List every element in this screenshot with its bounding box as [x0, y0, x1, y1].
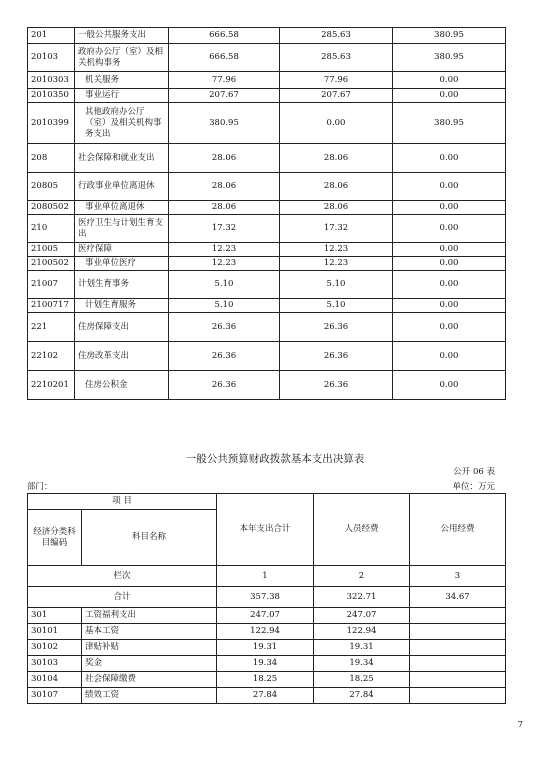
- table-row: [28, 215, 506, 243]
- personnel-cell: 26.36: [280, 371, 393, 400]
- name-cell: 津贴补贴: [82, 640, 217, 656]
- personnel-cell: 247.07: [314, 608, 410, 624]
- public-cell: 0.00: [393, 342, 506, 371]
- total-cell: 17.32: [169, 215, 280, 243]
- code-cell: 30103: [28, 656, 82, 672]
- table-row: [28, 103, 506, 144]
- code-cell: 201: [28, 28, 75, 44]
- total-cell: 28.06: [169, 144, 280, 173]
- total-label: 合计: [28, 587, 217, 608]
- total-total: 357.38: [217, 587, 314, 608]
- page-number: 7: [517, 720, 523, 730]
- code-cell: 2010399: [28, 103, 75, 144]
- table-row: [28, 313, 506, 342]
- total-cell: 247.07: [217, 608, 314, 624]
- basic-expenditure-table: [27, 493, 506, 704]
- total-cell: 5.10: [169, 271, 280, 299]
- table-row: [28, 342, 506, 371]
- personnel-cell: 77.96: [280, 72, 393, 89]
- name-cell: 奖金: [82, 656, 217, 672]
- name-cell: 计划生育服务: [75, 299, 169, 313]
- header-name: 科目名称: [82, 510, 217, 566]
- total-cell: 26.36: [169, 313, 280, 342]
- code-cell: 30104: [28, 672, 82, 688]
- header-personnel: 人员经费: [314, 494, 410, 566]
- table-row: [28, 89, 506, 103]
- code-cell: 21005: [28, 243, 75, 257]
- table-row: [28, 173, 506, 201]
- code-cell: 2210201: [28, 371, 75, 400]
- table-row: [28, 371, 506, 400]
- code-cell: 208: [28, 144, 75, 173]
- name-cell: 社会保障和就业支出: [75, 144, 169, 173]
- public-cell: [410, 640, 506, 656]
- code-cell: 30102: [28, 640, 82, 656]
- name-cell: 事业运行: [75, 89, 169, 103]
- total-cell: 26.36: [169, 342, 280, 371]
- public-cell: 0.00: [393, 201, 506, 215]
- total-cell: 28.06: [169, 173, 280, 201]
- personnel-cell: 5.10: [280, 299, 393, 313]
- total-cell: 19.31: [217, 640, 314, 656]
- name-cell: 行政事业单位离退休: [75, 173, 169, 201]
- header-code: 经济分类科目编码: [28, 510, 82, 566]
- code-cell: 2100502: [28, 257, 75, 271]
- form-number: 公开 06 表: [453, 467, 495, 477]
- personnel-cell: 12.23: [280, 243, 393, 257]
- public-cell: 380.95: [393, 103, 506, 144]
- table-row: [28, 201, 506, 215]
- header-total: 本年支出合计: [217, 494, 314, 566]
- personnel-cell: 28.06: [280, 201, 393, 215]
- table-row: [28, 640, 506, 656]
- public-cell: 0.00: [393, 299, 506, 313]
- personnel-cell: 27.84: [314, 688, 410, 704]
- public-cell: 0.00: [393, 215, 506, 243]
- name-cell: 医疗保障: [75, 243, 169, 257]
- index-row-label: 栏次: [28, 566, 217, 587]
- unit-label: 单位：万元: [452, 482, 495, 492]
- name-cell: 绩效工资: [82, 688, 217, 704]
- total-cell: 77.96: [169, 72, 280, 89]
- code-cell: 2010350: [28, 89, 75, 103]
- total-cell: 28.06: [169, 201, 280, 215]
- code-cell: 210: [28, 215, 75, 243]
- name-cell: 工资福利支出: [82, 608, 217, 624]
- table-row: [28, 271, 506, 299]
- code-cell: 2080502: [28, 201, 75, 215]
- public-cell: 0.00: [393, 313, 506, 342]
- table-row: [28, 299, 506, 313]
- total-public: 34.67: [410, 587, 506, 608]
- total-cell: 380.95: [169, 103, 280, 144]
- public-cell: 0.00: [393, 173, 506, 201]
- total-cell: 122.94: [217, 624, 314, 640]
- code-cell: 20103: [28, 44, 75, 72]
- index-3: 3: [410, 566, 506, 587]
- code-cell: 2100717: [28, 299, 75, 313]
- section-title: 一般公共预算财政拨款基本支出决算表: [185, 453, 365, 465]
- name-cell: 住房公积金: [75, 371, 169, 400]
- public-cell: 0.00: [393, 257, 506, 271]
- table-row: [28, 144, 506, 173]
- public-cell: 380.95: [393, 44, 506, 72]
- table-row: [28, 28, 506, 44]
- total-cell: 18.25: [217, 672, 314, 688]
- header-project-group: 项 目: [28, 494, 217, 510]
- name-cell: 一般公共服务支出: [75, 28, 169, 44]
- personnel-cell: 18.25: [314, 672, 410, 688]
- public-cell: [410, 672, 506, 688]
- table-row: [28, 608, 506, 624]
- index-2: 2: [314, 566, 410, 587]
- total-cell: 666.58: [169, 28, 280, 44]
- public-cell: 0.00: [393, 72, 506, 89]
- header-public: 公用经费: [410, 494, 506, 566]
- code-cell: 30101: [28, 624, 82, 640]
- table-row: [28, 672, 506, 688]
- personnel-cell: 26.36: [280, 313, 393, 342]
- public-cell: 0.00: [393, 271, 506, 299]
- total-cell: 12.23: [169, 243, 280, 257]
- total-cell: 26.36: [169, 371, 280, 400]
- table-row: [28, 257, 506, 271]
- code-cell: 221: [28, 313, 75, 342]
- public-cell: [410, 656, 506, 672]
- personnel-cell: 285.63: [280, 28, 393, 44]
- personnel-cell: 207.67: [280, 89, 393, 103]
- public-cell: [410, 608, 506, 624]
- table-row: [28, 44, 506, 72]
- personnel-cell: 12.23: [280, 257, 393, 271]
- total-cell: 5.10: [169, 299, 280, 313]
- public-cell: 0.00: [393, 89, 506, 103]
- personnel-cell: 19.34: [314, 656, 410, 672]
- name-cell: 计划生育事务: [75, 271, 169, 299]
- table-row: [28, 656, 506, 672]
- personnel-cell: 285.63: [280, 44, 393, 72]
- code-cell: 20805: [28, 173, 75, 201]
- code-cell: 21007: [28, 271, 75, 299]
- personnel-cell: 19.31: [314, 640, 410, 656]
- table-row: [28, 624, 506, 640]
- total-cell: 666.58: [169, 44, 280, 72]
- table-row: [28, 243, 506, 257]
- personnel-cell: 5.10: [280, 271, 393, 299]
- public-cell: 380.95: [393, 28, 506, 44]
- name-cell: 基本工资: [82, 624, 217, 640]
- table-row: [28, 72, 506, 89]
- public-cell: 0.00: [393, 144, 506, 173]
- name-cell: 事业单位医疗: [75, 257, 169, 271]
- personnel-cell: 122.94: [314, 624, 410, 640]
- department-label: 部门：: [27, 482, 53, 492]
- index-1: 1: [217, 566, 314, 587]
- expenditure-table-continued: [27, 27, 506, 400]
- total-cell: 19.34: [217, 656, 314, 672]
- total-personnel: 322.71: [314, 587, 410, 608]
- name-cell: 住房保障支出: [75, 313, 169, 342]
- code-cell: 22102: [28, 342, 75, 371]
- public-cell: [410, 688, 506, 704]
- total-cell: 12.23: [169, 257, 280, 271]
- code-cell: 301: [28, 608, 82, 624]
- code-cell: 2010303: [28, 72, 75, 89]
- name-cell: 住房改革支出: [75, 342, 169, 371]
- personnel-cell: 17.32: [280, 215, 393, 243]
- name-cell: 机关服务: [75, 72, 169, 89]
- name-cell: 其他政府办公厅（室）及相关机构事务支出: [75, 103, 169, 144]
- name-cell: 社会保障缴费: [82, 672, 217, 688]
- personnel-cell: 0.00: [280, 103, 393, 144]
- personnel-cell: 28.06: [280, 144, 393, 173]
- code-cell: 30107: [28, 688, 82, 704]
- public-cell: 0.00: [393, 371, 506, 400]
- name-cell: 政府办公厅（室）及相关机构事务: [75, 44, 169, 72]
- personnel-cell: 28.06: [280, 173, 393, 201]
- table-row: [28, 688, 506, 704]
- name-cell: 事业单位离退休: [75, 201, 169, 215]
- public-cell: [410, 624, 506, 640]
- total-cell: 207.67: [169, 89, 280, 103]
- name-cell: 医疗卫生与计划生育支出: [75, 215, 169, 243]
- public-cell: 0.00: [393, 243, 506, 257]
- total-cell: 27.84: [217, 688, 314, 704]
- personnel-cell: 26.36: [280, 342, 393, 371]
